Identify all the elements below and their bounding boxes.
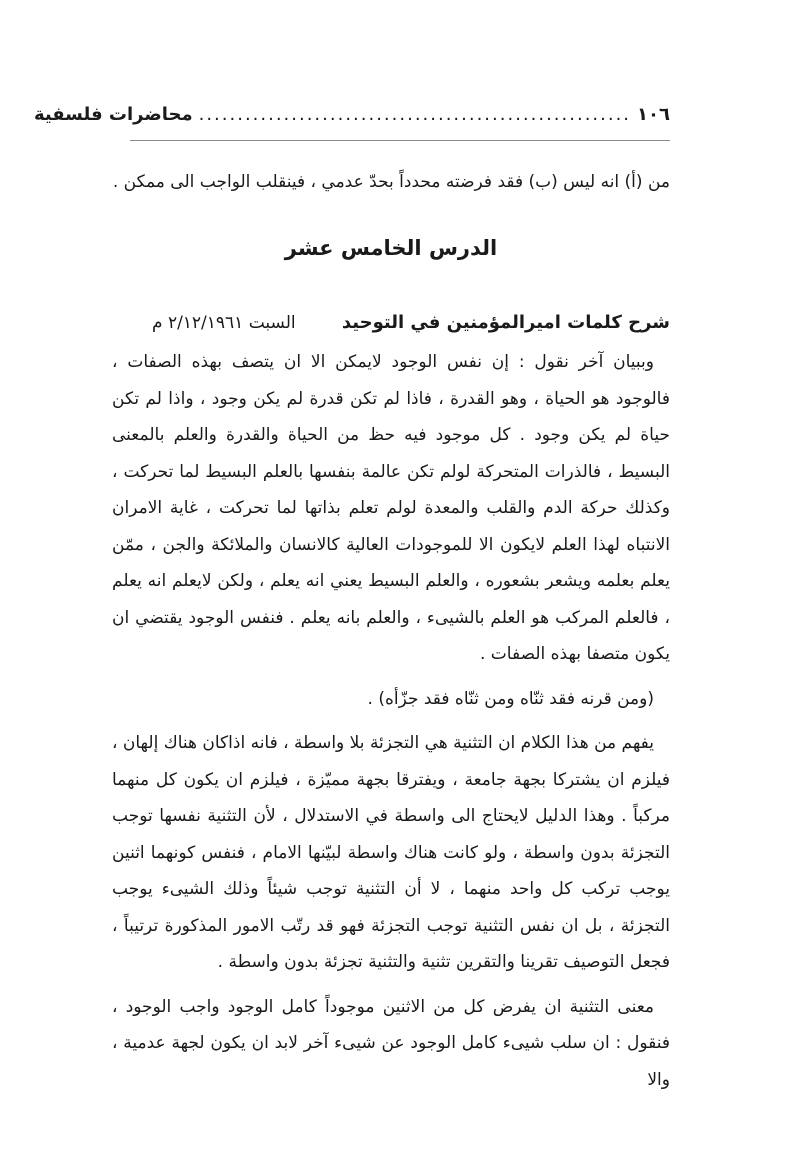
page-header bbox=[33, 104, 670, 140]
intro-paragraph: من (أ) انه ليس (ب) فقد فرضته محدداً بحدّ عدمي ، فينقلب الواجب الى ممكن . bbox=[112, 172, 670, 192]
lesson-subject: شرح كلمات اميرالمؤمنين في التوحيد bbox=[341, 312, 670, 333]
body-paragraph: يفهم من هذا الكلام ان التثنية هي التجزئة بلا واسطة ، فانه اذاكان هناك إلهان ، فيلزم ان يشتركا بجهة جامعة ، ويفترقا بجهة مميّزة ، فيلزم ان يكون كل منهما مركباً . وهذا الدليل لايحتاج الى واسطة في الاستدلال ، لأن التثنية نفسها توجب التجزئة بدون واسطة ، ولو كانت هناك واسطة لبيّنها الامام ، فنفس كونهما اثنين يوجب تركب كل واحد منهما ، لا أن التثنية توجب شيئاً وذلك الشيىء يوجب التجزئة ، بل ان نفس التثنية توجب التجزئة فهو قد رتّب الامور المذكورة ترتيباً ، فجعل التوصيف تقرينا والتقرين تثنية والتثنية تجزئة بدون واسطة . bbox=[112, 733, 670, 972]
body-paragraph: وببيان آخر نقول : إن نفس الوجود لايمكن الا ان يتصف بهذه الصفات ، فالوجود هو الحياة ، وهو القدرة ، فاذا لم تكن قدرة لم يكن وجود ، واذا لم تكن حياة لم يكن وجود . كل موجود فيه حظ من الحياة والقدرة والعلم بالمعنى البسيط ، فالذرات المتحركة لولم تكن عالمة بنفسها بالعلم البسيط لما تحركت ، وكذلك حركة الدم والقلب والمعدة لولم تعلم بذاتها لما تحركت ، غاية الامران الانتباه لهذا العلم لايكون الا للموجودات العالية كالانسان والملائكة والجن ، ممّن يعلم بعلمه ويشعر بشعوره ، والعلم البسيط يعني انه يعلم ، ولكن لايعلم انه يعلم ، فالعلم المركب هو العلم بالشيىء ، والعلم بانه يعلم . فنفس الوجود يقتضي ان يكون متصفا بهذه الصفات . bbox=[112, 352, 670, 664]
running-title: محاضرات فلسفية bbox=[33, 104, 193, 125]
lesson-subheader bbox=[112, 312, 670, 333]
lesson-date: السبت ٢/١٢/١٩٦١ م bbox=[152, 313, 296, 333]
quote-paragraph: (ومن قرنه فقد ثنّاه ومن ثنّاه فقد جزّأه) . bbox=[367, 688, 654, 709]
body-paragraph: معنى التثنية ان يفرض كل من الاثنين موجوداً كامل الوجود واجب الوجود ، فنقول : ان سلب شيىء كامل الوجود عن شيىء آخر لابد ان يكون لجهة عدمية ، والا bbox=[112, 996, 670, 1090]
lesson-title: الدرس الخامس عشر bbox=[284, 236, 498, 260]
header-divider bbox=[130, 140, 670, 141]
lesson-body bbox=[112, 344, 670, 1106]
header-leader-dots: ........................................................ bbox=[198, 104, 632, 125]
page-number: ١٠٦ bbox=[637, 104, 670, 125]
